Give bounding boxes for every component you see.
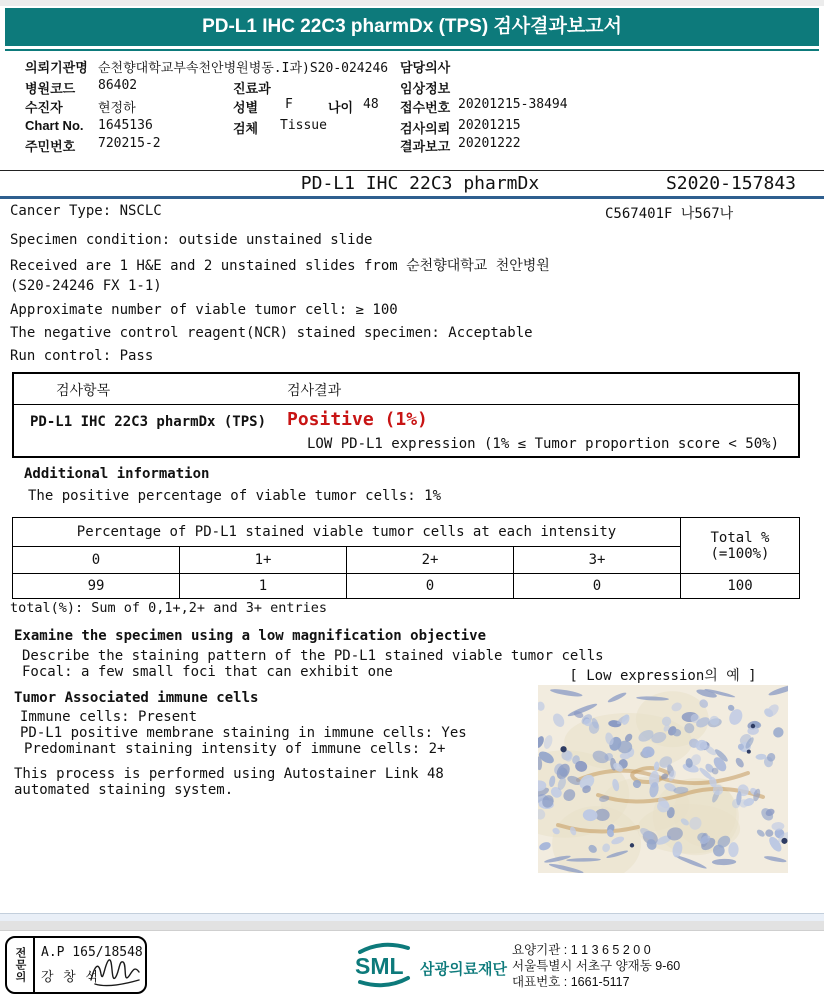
- org-info-care-org-no: 요양기관 : 1 1 3 6 5 2 0 0: [512, 943, 651, 957]
- signature-scribble: [87, 954, 143, 990]
- field-label-request-date: 검사의뢰: [400, 121, 451, 136]
- field-label-department: 진료과: [233, 81, 271, 96]
- field-label-chart-no: Chart No.: [25, 118, 84, 133]
- total-header-line2: (=100%): [710, 545, 770, 562]
- intensity-value-2plus: 0: [347, 574, 514, 599]
- report-line: Specimen condition: outside unstained slide: [10, 232, 373, 248]
- sml-logo-icon: [352, 941, 416, 989]
- result-col-result-header: 검사결과: [287, 383, 342, 399]
- field-label-resident-no: 주민번호: [25, 139, 76, 154]
- report-line: The negative control reagent(NCR) stained specimen: Acceptable: [10, 325, 533, 341]
- page-separator-band-2: [0, 921, 824, 931]
- section-title: PD-L1 IHC 22C3 pharmDx: [300, 173, 540, 194]
- field-label-requesting-org: 의뢰기관명: [25, 60, 88, 75]
- histology-image: [538, 685, 788, 873]
- predominant-intensity-line: Predominant staining intensity of immune cells: 2+: [24, 741, 446, 757]
- report-line: Received are 1 H&E and 2 unstained slides from 순천향대학교 천안병원: [10, 258, 550, 274]
- field-label-specimen: 검체: [233, 121, 259, 136]
- field-value-request-date: 20201215: [458, 118, 521, 133]
- field-label-doctor: 담당의사: [400, 60, 451, 75]
- field-label-patient-name: 수진자: [25, 100, 63, 115]
- additional-info-line: The positive percentage of viable tumor cells: 1%: [28, 488, 442, 504]
- field-value-report-date: 20201222: [458, 136, 521, 151]
- autostainer-line2: automated staining system.: [14, 782, 234, 798]
- report-banner-title: PD-L1 IHC 22C3 pharmDx (TPS) 검사결과보고서: [5, 8, 819, 46]
- field-value-hospital-code: 86402: [98, 78, 138, 93]
- field-label-report-date: 결과보고: [400, 139, 451, 154]
- total-header-line1: Total %: [710, 529, 770, 546]
- result-value: Positive (1%): [287, 409, 428, 430]
- intensity-table-header: Percentage of PD-L1 stained viable tumor cells at each intensity: [13, 518, 681, 547]
- intensity-col-3plus: 3+: [514, 547, 681, 574]
- report-line: Run control: Pass: [10, 348, 154, 364]
- cancer-type-line: Cancer Type: NSCLC: [10, 203, 162, 219]
- page-top-strip: [0, 0, 824, 6]
- pathologist-role-label: 전문의: [14, 947, 26, 983]
- intensity-table-total-header: [681, 518, 800, 574]
- intensity-table: [12, 517, 800, 599]
- field-label-hospital-code: 병원코드: [25, 81, 76, 96]
- org-name: 삼광의료재단: [420, 961, 507, 978]
- result-table: [12, 372, 800, 458]
- result-col-item-header: 검사항목: [56, 383, 111, 399]
- field-value-specimen: Tissue: [280, 118, 327, 133]
- field-value-requesting-org: 순천향대학교부속천안병원병동.I과)S20-024246: [98, 61, 389, 76]
- field-label-age: 나이: [328, 100, 354, 115]
- specimen-number: S2020-157843: [665, 173, 796, 194]
- intensity-value-3plus: 0: [514, 574, 681, 599]
- immune-cells-heading: Tumor Associated immune cells: [14, 690, 259, 706]
- examine-heading: Examine the specimen using a low magnification objective: [14, 628, 487, 644]
- field-value-age: 48: [363, 97, 379, 112]
- svg-text:SML: SML: [355, 953, 404, 979]
- block-id: C567401F 나567나: [605, 206, 734, 222]
- field-label-clinical-info: 임상정보: [400, 81, 451, 96]
- pathologist-signature-box: [5, 936, 147, 994]
- intensity-footnote: total(%): Sum of 0,1+,2+ and 3+ entries: [10, 600, 327, 616]
- result-note: LOW PD-L1 expression (1% ≤ Tumor proportion score < 50%): [307, 436, 780, 452]
- field-label-accession-no: 접수번호: [400, 100, 451, 115]
- field-value-accession-no: 20201215-38494: [458, 97, 568, 112]
- banner-underline: [5, 49, 819, 51]
- divider-thin: [0, 170, 824, 171]
- field-value-chart-no: 1645136: [98, 118, 153, 133]
- org-info-phone: 대표번호 : 1661-5117: [512, 975, 630, 989]
- describe-line: Describe the staining pattern of the PD-L1 stained viable tumor cells: [22, 648, 604, 664]
- intensity-col-1plus: 1+: [180, 547, 347, 574]
- field-value-patient-name: 현정하: [98, 101, 136, 116]
- pathologist-license: A.P 165/18548: [41, 945, 143, 960]
- field-value-sex: F: [285, 97, 293, 112]
- intensity-value-0: 99: [13, 574, 180, 599]
- pathologist-name: 강 창 석: [41, 969, 101, 984]
- report-line: (S20-24246 FX 1-1): [10, 278, 162, 294]
- intensity-total-value: 100: [681, 574, 800, 599]
- immune-cells-line: Immune cells: Present: [20, 709, 198, 725]
- result-item-name: PD-L1 IHC 22C3 pharmDx (TPS): [30, 414, 267, 430]
- histology-caption: [ Low expression의 예 ]: [569, 668, 757, 684]
- focal-line: Focal: a few small foci that can exhibit one: [22, 664, 393, 680]
- org-info-address: 서울특별시 서초구 양재동 9-60: [512, 959, 681, 973]
- divider-navy: [0, 196, 824, 199]
- membrane-staining-line: PD-L1 positive membrane staining in immune cells: Yes: [20, 725, 467, 741]
- intensity-col-2plus: 2+: [347, 547, 514, 574]
- org-info-block: [512, 942, 680, 990]
- result-table-header-rule: [14, 404, 798, 405]
- intensity-value-1plus: 1: [180, 574, 347, 599]
- autostainer-line1: This process is performed using Autostainer Link 48: [14, 766, 444, 782]
- intensity-col-0: 0: [13, 547, 180, 574]
- additional-info-heading: Additional information: [24, 466, 210, 482]
- report-line: Approximate number of viable tumor cell: ≥ 100: [10, 302, 398, 318]
- signature-box-divider: [33, 938, 35, 992]
- field-value-resident-no: 720215-2: [98, 136, 161, 151]
- field-label-sex: 성별: [233, 100, 259, 115]
